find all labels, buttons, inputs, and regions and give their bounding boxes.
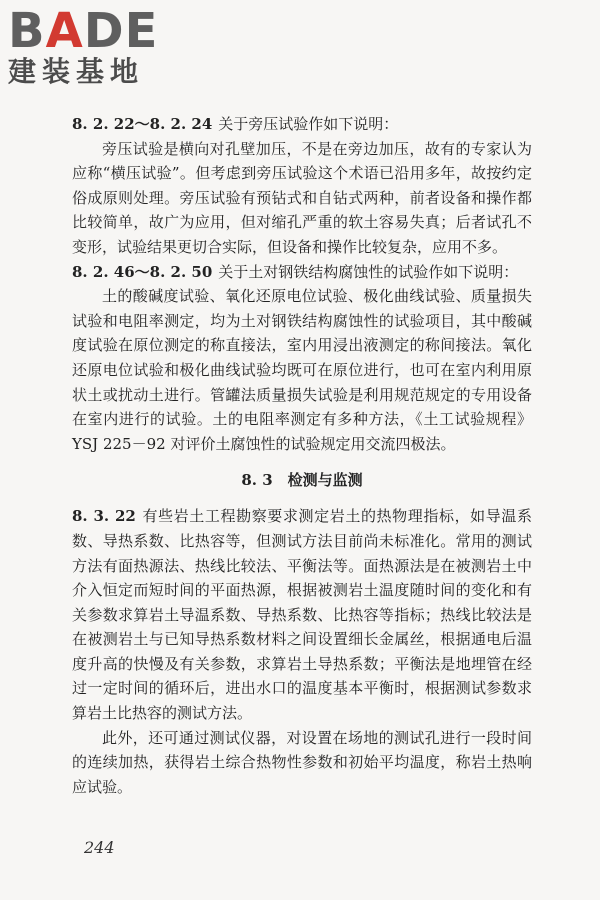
paragraph: 旁压试验是横向对孔壁加压，不是在旁边加压，故有的专家认为应称“横压试验”。但考虑到旁压试验这个术语已沿用多年，故按约定俗成原则处理。旁压试验有预钻式和自钻式两种，前者设备和操作都比较简单，故广为应用，但对缩孔严重的软土容易失真；后者试孔不变形，试验结果更切合实际，但设备和操作比较复杂，应用不多。 [72, 139, 532, 256]
logo-letter-a: A [45, 3, 84, 59]
clause-paragraph [72, 504, 532, 725]
document-body [72, 112, 532, 799]
clause-heading [72, 112, 532, 137]
logo-wordmark [8, 3, 188, 59]
clause-number: 8. 2. 46～8. 2. 50 [72, 262, 213, 281]
clause-number: 8. 2. 22～8. 2. 24 [72, 115, 213, 133]
bade-logo [8, 3, 188, 88]
section-title: 8. 3 检测与监测 [241, 471, 363, 490]
page-number: 244 [84, 838, 115, 857]
logo-letters-de: DE [83, 3, 159, 59]
paragraph: 土的酸碱度试验、氧化还原电位试验、极化曲线试验、质量损失试验和电阻率测定，均为土对钢铁结构腐蚀性的试验项目，其中酸碱度试验在原位测定的称直接法，室内用浸出液测定的称间接法。氧化还原电位试验和极化曲线试验均既可在原位进行，也可在室内利用原状土或扰动土进行。管罐法质量损失试验是利用规范规定的专用设备在室内进行的试验。土的电阻率测定有多种方法，《土工试验规程》YSJ 225－92 对评价土腐蚀性的试验规定用交流四极法。 [72, 287, 532, 453]
logo-letter-b: B [8, 3, 46, 59]
clause-heading [72, 260, 532, 285]
clause-heading-text: 关于土对钢铁结构腐蚀性的试验作如下说明： [218, 262, 519, 281]
clause-text: 有些岩土工程勘察要求测定岩土的热物理指标，如导温系数、导热系数、比热容等，但测试方法目前尚未标准化。常用的测试方法有面热源法、热线比较法、平衡法等。面热源法是在被测岩土中介入恒定而短时间的平面热源，根据被测岩土温度随时间的变化和有关参数求算岩土导温系数、导热系数、比热容等指标；热线比较法是在被测岩土与已知导热系数材料之间设置细长金属丝，根据通电后温度升高的快慢及有关参数，求算岩土导热系数；平衡法是地埋管在经过一定时间的循环后，进出水口的温度基本平衡时，根据测试参数求算岩土比热容的测试方法。 [72, 507, 532, 723]
logo-subtitle: 建装基地 [8, 55, 145, 88]
clause-heading-text: 关于旁压试验作如下说明： [218, 115, 399, 133]
paragraph: 此外，还可通过测试仪器，对设置在场地的测试孔进行一段时间的连续加热，获得岩土综合热物性参数和初始平均温度，称岩土热响应试验。 [72, 728, 532, 796]
clause-number: 8. 3. 22 [72, 507, 136, 526]
